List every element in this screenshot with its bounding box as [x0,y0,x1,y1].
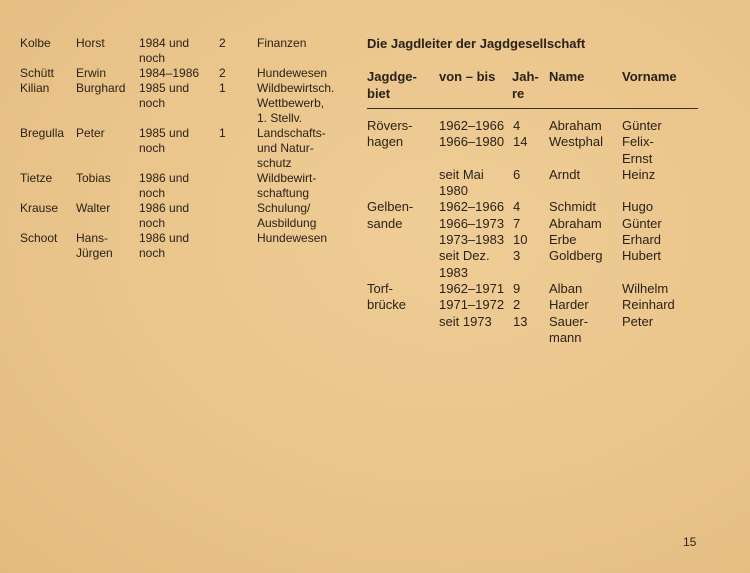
table-row [367,248,707,264]
cell-years: 14 [513,134,528,150]
cell-function: Schulung/ [257,201,311,215]
table-row [367,183,707,199]
table-row [367,151,707,167]
cell-given: Tobias [76,171,111,185]
cell-period: noch [139,141,166,155]
cell-period: 1966–1973 [439,215,505,231]
cell-years: 2 [219,66,226,80]
cell-surname: Krause [20,201,59,215]
cell-first: Günter [622,215,662,231]
cell-years: 2 [219,36,226,50]
cell-period: 1962–1966 [439,199,505,215]
cell-period: 1986 und [139,231,190,245]
cell-function: Finanzen [257,36,307,50]
table-row [367,297,707,313]
cell-period: 1985 und [139,126,190,140]
cell-given: Burghard [76,81,126,95]
header-period: von – bis [439,69,496,84]
cell-function: schaftung [257,186,310,200]
cell-first: Hugo [622,199,654,215]
cell-period: seit 1973 [439,313,492,329]
cell-name: Abraham [549,215,602,231]
cell-function: Ausbildung [257,216,317,230]
cell-period: noch [139,186,166,200]
cell-area: sande [367,215,403,231]
cell-period: 1986 und [139,171,190,185]
table-row [367,265,707,281]
table-row [367,281,707,297]
table-row [367,330,707,346]
cell-surname: Kolbe [20,36,51,50]
cell-first: Heinz [622,166,656,182]
cell-period: 1983 [439,264,468,280]
cell-name: Erbe [549,232,577,248]
cell-years: 4 [513,199,521,215]
page-number: 15 [683,535,697,549]
cell-years: 4 [513,118,521,133]
cell-period: 1973–1983 [439,232,505,248]
cell-surname: Schütt [20,66,55,80]
cell-period: noch [139,51,166,65]
cell-first: Felix- [622,134,654,150]
cell-period: 1980 [439,183,468,199]
cell-years: 3 [513,248,521,264]
cell-years: 6 [513,166,521,182]
cell-period: 1962–1971 [439,280,505,296]
cell-years: 1 [219,126,226,140]
table-row [367,199,707,215]
cell-period: 1985 und [139,81,190,95]
cell-function: Hundewesen [257,231,328,245]
cell-given: Horst [76,36,105,50]
cell-first: Ernst [622,150,653,166]
table-row [367,167,707,183]
table-row [367,314,707,330]
table-row [367,118,707,134]
cell-surname: Kilian [20,81,50,95]
header-name: Name [549,69,585,84]
cell-period: noch [139,96,166,110]
cell-period: seit Mai [439,166,484,182]
cell-first: Reinhard [622,297,675,313]
cell-period: 1962–1966 [439,118,505,133]
cell-given: Jürgen [76,246,113,260]
jagdleiter-table-body [367,118,707,346]
header-first-name: Vorname [622,69,677,84]
cell-period: 1984–1986 [139,66,200,80]
cell-surname: Tietze [20,171,53,185]
cell-first: Peter [622,313,654,329]
cell-name: mann [549,329,582,345]
cell-area: Gelben- [367,199,414,215]
cell-function: schutz [257,156,292,170]
header-divider [367,108,698,109]
cell-name: Alban [549,280,583,296]
cell-first: Günter [622,118,662,133]
cell-function: Wettbewerb, [257,96,325,110]
cell-years: 10 [513,232,528,248]
cell-function: Wildbewirtsch. [257,81,335,95]
cell-function: Hundewesen [257,66,328,80]
cell-function: Landschafts- [257,126,326,140]
cell-function: 1. Stellv. [257,111,303,125]
cell-given: Walter [76,201,111,215]
cell-given: Hans- [76,231,109,245]
table-row [367,216,707,232]
table-row [367,134,707,150]
cell-name: Westphal [549,134,603,150]
cell-years: 9 [513,280,521,296]
cell-years: 1 [219,81,226,95]
cell-area: Torf- [367,280,393,296]
cell-function: Wildbewirt- [257,171,317,185]
section-title: Die Jagdleiter der Jagdgesellschaft [367,36,586,51]
cell-area: brücke [367,297,407,313]
cell-surname: Bregulla [20,126,65,140]
cell-name: Arndt [549,166,581,182]
cell-years: 13 [513,313,528,329]
header-area: Jagdge- biet [367,69,417,101]
cell-name: Sauer- [549,313,589,329]
table-row [367,232,707,248]
cell-period: noch [139,246,166,260]
cell-period: 1984 und [139,36,190,50]
cell-period: 1966–1980 [439,134,505,150]
cell-given: Peter [76,126,105,140]
cell-first: Erhard [622,232,662,248]
cell-surname: Schoot [20,231,58,245]
cell-name: Harder [549,297,589,313]
cell-period: noch [139,216,166,230]
cell-years: 2 [513,297,521,313]
header-years: Jah- re [512,69,539,101]
cell-period: seit Dez. [439,248,490,264]
cell-area: hagen [367,134,404,150]
cell-period: 1971–1972 [439,297,505,313]
jagdleiter-section [367,36,677,345]
cell-name: Abraham [549,118,602,133]
cell-name: Schmidt [549,199,596,215]
cell-years: 7 [513,215,521,231]
cell-first: Hubert [622,248,662,264]
cell-function: und Natur- [257,141,314,155]
cell-given: Erwin [76,66,107,80]
cell-name: Goldberg [549,248,603,264]
cell-first: Wilhelm [622,280,669,296]
cell-area: Rövers- [367,118,413,133]
cell-period: 1986 und [139,201,190,215]
